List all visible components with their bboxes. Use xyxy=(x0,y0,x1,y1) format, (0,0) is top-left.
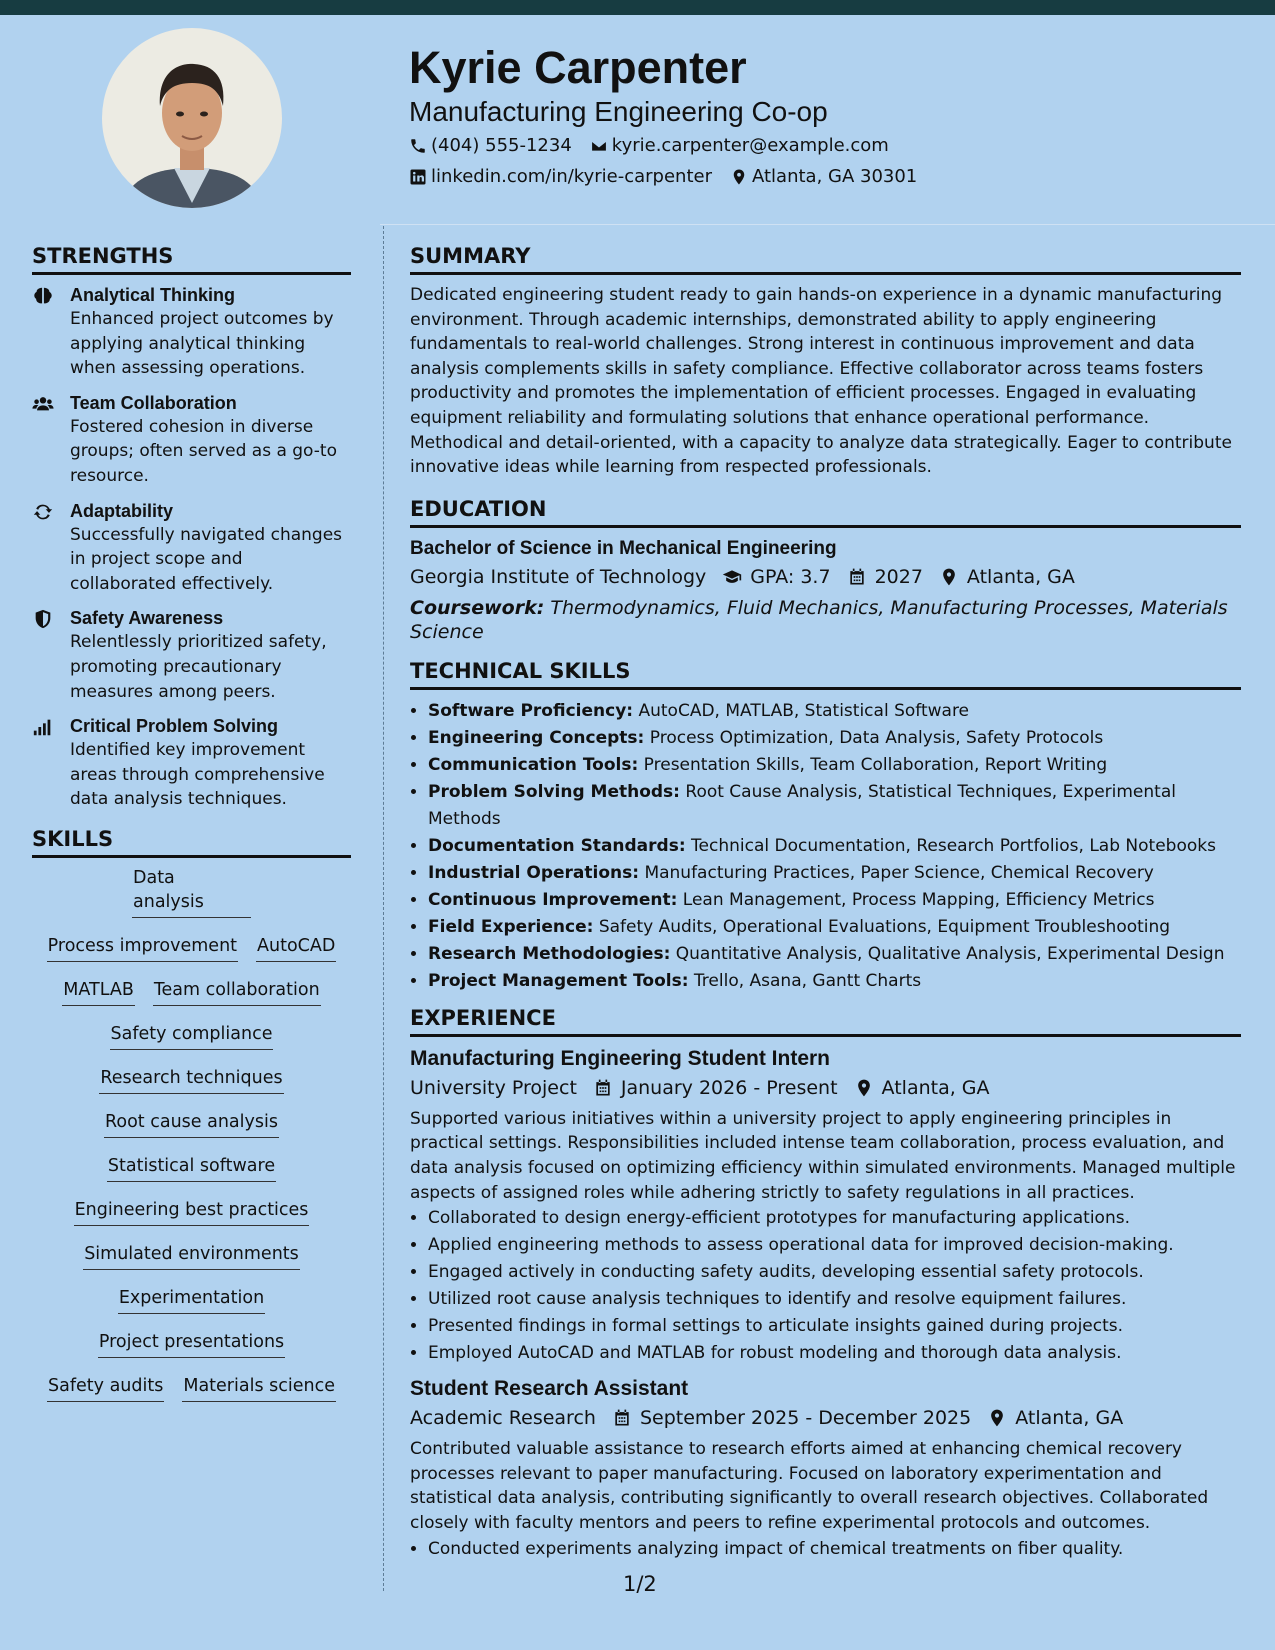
skill-value: Presentation Skills, Team Collaboration, Report Writing xyxy=(643,754,1108,775)
list-item xyxy=(428,698,1241,725)
strength-title: Adaptability xyxy=(70,500,174,521)
envelope-icon xyxy=(590,137,608,155)
job-dates-item xyxy=(608,1403,971,1433)
skill-label: Research Methodologies: xyxy=(428,943,671,964)
year-item xyxy=(843,562,923,592)
strength-item xyxy=(32,391,351,489)
list-item xyxy=(428,914,1241,941)
skill-tag: Materials science xyxy=(182,1374,336,1402)
skill-value: Trello, Asana, Gantt Charts xyxy=(693,970,922,991)
signal-icon xyxy=(32,716,54,738)
map-pin-icon xyxy=(854,1078,874,1098)
page-number: 1/2 xyxy=(623,1572,657,1596)
strength-item xyxy=(32,283,351,381)
list-item: • Conducted experiments analyzing impact of chemical treatments on fiber quality. xyxy=(428,1536,1241,1563)
summary-heading: SUMMARY xyxy=(410,243,1241,275)
map-pin-icon xyxy=(730,168,748,186)
skill-tag: Team collaboration xyxy=(153,978,321,1006)
location-text: Atlanta, GA 30301 xyxy=(751,166,918,187)
skill-tag: AutoCAD xyxy=(256,934,336,962)
list-item xyxy=(428,887,1241,914)
linkedin-text[interactable]: linkedin.com/in/kyrie-carpenter xyxy=(431,166,712,187)
map-pin-icon xyxy=(987,1408,1007,1428)
strength-title: Team Collaboration xyxy=(70,392,237,413)
strength-desc: Successfully navigated changes in project scope and collaborated effectively. xyxy=(70,524,343,594)
linkedin-icon xyxy=(409,168,427,186)
list-item xyxy=(428,725,1241,752)
skill-tag: Safety audits xyxy=(47,1374,164,1402)
phone-icon xyxy=(409,137,427,155)
map-pin-icon xyxy=(939,567,959,587)
skill-value: Lean Management, Process Mapping, Efficiency Metrics xyxy=(682,889,1155,910)
job-description: Contributed valuable assistance to research efforts aimed at enhancing chemical recovery processes relevant to paper manufacturing. Focused on laboratory experimentation and statistical data analysis, contributing significantly to overall research objectives. Collaborated closely with faculty mentors and peers to refine experimental protocols and outcomes. xyxy=(410,1439,1209,1533)
graduation-cap-icon xyxy=(722,567,742,587)
strength-desc: Enhanced project outcomes by applying analytical thinking when assessing operations. xyxy=(70,309,334,379)
top-accent-bar xyxy=(0,0,1275,15)
skill-value: Manufacturing Practices, Paper Science, Chemical Recovery xyxy=(644,862,1154,883)
strength-item xyxy=(32,499,351,597)
skill-tag: Research techniques xyxy=(99,1066,283,1094)
resume-header xyxy=(409,38,1229,192)
education-heading: EDUCATION xyxy=(410,496,1241,528)
skill-value: Process Optimization, Data Analysis, Safety Protocols xyxy=(649,727,1104,748)
list-item xyxy=(428,752,1241,779)
skill-label: Engineering Concepts: xyxy=(428,727,645,748)
gpa-text: GPA: 3.7 xyxy=(750,565,831,588)
skill-label: Documentation Standards: xyxy=(428,835,686,856)
strengths-heading: STRENGTHS xyxy=(32,243,351,275)
edu-location-text: Atlanta, GA xyxy=(966,565,1075,588)
job-meta xyxy=(410,1073,1241,1103)
list-item: • Employed AutoCAD and MATLAB for robust modeling and thorough data analysis. xyxy=(428,1340,1241,1367)
email-item[interactable] xyxy=(590,130,889,161)
year-text: 2027 xyxy=(874,565,923,588)
email-text[interactable]: kyrie.carpenter@example.com xyxy=(611,135,889,156)
job-title: Manufacturing Engineering Student Intern xyxy=(410,1046,830,1070)
contact-row-2 xyxy=(409,161,1229,192)
job-dates: September 2025 - December 2025 xyxy=(639,1407,972,1430)
phone-text: (404) 555-1234 xyxy=(431,135,572,156)
skill-label: Industrial Operations: xyxy=(428,862,640,883)
education-meta xyxy=(410,562,1241,592)
coursework-label: Coursework: xyxy=(410,596,545,619)
gpa-item xyxy=(718,562,830,592)
right-column xyxy=(410,243,1241,1571)
skill-tag: MATLAB xyxy=(62,978,135,1006)
skill-tag: Experimentation xyxy=(118,1286,265,1314)
job-location: Atlanta, GA xyxy=(881,1076,990,1099)
summary-text: Dedicated engineering student ready to gain hands-on experience in a dynamic manufacturing environment. Through academic internships, demonstrated ability to apply engineering fundamentals to real-world challenges. Strong interest in continuous improvement and data analysis complements skills in safety compliance. Effective collaborator across teams fosters productivity and promotes the implementation of efficient processes. Engaged in evaluating equipment reliability and formulating solutions that enhance operational performance. Methodical and detail-oriented, with a capacity to analyze data strategically. Eager to contribute innovative ideas while learning from respected professionals. xyxy=(410,285,1232,478)
skill-label: Problem Solving Methods: xyxy=(428,781,680,802)
skill-value: Safety Audits, Operational Evaluations, Equipment Troubleshooting xyxy=(598,916,1171,937)
job-entry xyxy=(410,1375,1241,1562)
list-item: • Collaborated to design energy-efficient prototypes for manufacturing applications. xyxy=(428,1205,1241,1232)
skill-label: Field Experience: xyxy=(428,916,594,937)
coursework xyxy=(410,596,1241,644)
strength-desc: Relentlessly prioritized safety, promoting precautionary measures among peers. xyxy=(70,632,327,702)
list-item: • Engaged actively in conducting safety audits, developing essential safety protocols. xyxy=(428,1259,1241,1286)
list-item xyxy=(428,968,1241,995)
left-column xyxy=(32,243,351,1418)
job-dates: January 2026 - Present xyxy=(620,1076,838,1099)
skills-list xyxy=(32,866,351,1418)
skill-value: AutoCAD, MATLAB, Statistical Software xyxy=(638,700,970,721)
calendar-icon xyxy=(847,567,867,587)
job-description: Supported various initiatives within a university project to apply engineering principles in practical settings. Responsibilities included intense team collaboration, process evaluation, and data analysis focused on optimizing efficiency within simulated environments. Managed multiple aspects of assigned roles while adhering strictly to safety regulations in all practices. xyxy=(410,1108,1236,1203)
list-item xyxy=(428,779,1241,833)
degree-title: Bachelor of Science in Mechanical Engineering xyxy=(410,537,837,559)
contact-row-1 xyxy=(409,130,1229,161)
location-item xyxy=(730,161,917,192)
list-item: • Utilized root cause analysis techniques to identify and resolve equipment failures. xyxy=(428,1286,1241,1313)
list-item: • Presented findings in formal settings to articulate insights gained during projects. xyxy=(428,1313,1241,1340)
brain-icon xyxy=(32,285,54,307)
strength-desc: Fostered cohesion in diverse groups; often served as a go-to resource. xyxy=(70,416,337,486)
strengths-list xyxy=(32,283,351,812)
skill-value: Root Cause Analysis, Statistical Techniques, Experimental Methods xyxy=(428,781,1176,829)
job-dates-item xyxy=(589,1073,838,1103)
skill-tag: Statistical software xyxy=(107,1154,276,1182)
header-divider xyxy=(380,224,1275,225)
candidate-title: Manufacturing Engineering Co-op xyxy=(409,96,828,127)
list-item xyxy=(428,860,1241,887)
skill-label: Project Management Tools: xyxy=(428,970,689,991)
candidate-name: Kyrie Carpenter xyxy=(409,42,747,93)
skill-label: Continuous Improvement: xyxy=(428,889,678,910)
strength-item xyxy=(32,606,351,704)
job-meta xyxy=(410,1403,1241,1433)
shield-icon xyxy=(32,608,54,630)
technical-skills-heading: TECHNICAL SKILLS xyxy=(410,658,1241,690)
skill-label: Communication Tools: xyxy=(428,754,639,775)
school-name: Georgia Institute of Technology xyxy=(410,565,707,588)
job-title: Student Research Assistant xyxy=(410,1377,689,1401)
job-entry xyxy=(410,1045,1241,1367)
job-org: Academic Research xyxy=(410,1407,596,1430)
phone-item xyxy=(409,130,572,161)
portrait-image xyxy=(102,28,282,208)
job-bullets xyxy=(410,1205,1241,1367)
job-org: University Project xyxy=(410,1076,577,1099)
job-location-item xyxy=(850,1073,990,1103)
list-item xyxy=(428,833,1241,860)
job-location-item xyxy=(983,1403,1123,1433)
profile-photo xyxy=(102,28,282,208)
users-icon xyxy=(32,393,54,415)
skill-value: Technical Documentation, Research Portfolios, Lab Notebooks xyxy=(691,835,1216,856)
linkedin-item[interactable] xyxy=(409,161,712,192)
strength-title: Analytical Thinking xyxy=(70,285,236,305)
experience-heading: EXPERIENCE xyxy=(410,1005,1241,1037)
calendar-icon xyxy=(612,1408,632,1428)
list-item xyxy=(428,941,1241,968)
job-location: Atlanta, GA xyxy=(1015,1407,1124,1430)
list-item: • Applied engineering methods to assess operational data for improved decision-making. xyxy=(428,1232,1241,1259)
strength-title: Safety Awareness xyxy=(70,608,224,629)
skill-tag: Data analysis xyxy=(132,866,251,918)
skill-tag: Root cause analysis xyxy=(104,1110,279,1138)
sync-icon xyxy=(32,501,54,523)
skill-tag: Simulated environments xyxy=(83,1242,300,1270)
technical-skills-list xyxy=(410,698,1241,995)
calendar-icon xyxy=(593,1078,613,1098)
strength-desc: Identified key improvement areas through comprehensive data analysis techniques. xyxy=(70,740,325,810)
skill-label: Software Proficiency: xyxy=(428,700,634,721)
coursework-text: Thermodynamics, Fluid Mechanics, Manufacturing Processes, Materials Science xyxy=(410,596,1228,643)
job-bullets xyxy=(410,1536,1241,1563)
skill-tag: Safety compliance xyxy=(110,1022,274,1050)
skill-tag: Engineering best practices xyxy=(74,1198,310,1226)
edu-location-item xyxy=(935,562,1075,592)
column-divider xyxy=(383,226,384,1591)
skills-heading: SKILLS xyxy=(32,826,351,858)
skill-tag: Process improvement xyxy=(47,934,238,962)
strength-title: Critical Problem Solving xyxy=(70,716,279,737)
skill-value: Quantitative Analysis, Qualitative Analysis, Experimental Design xyxy=(675,943,1225,964)
strength-item xyxy=(32,714,351,812)
skill-tag: Project presentations xyxy=(98,1330,285,1358)
